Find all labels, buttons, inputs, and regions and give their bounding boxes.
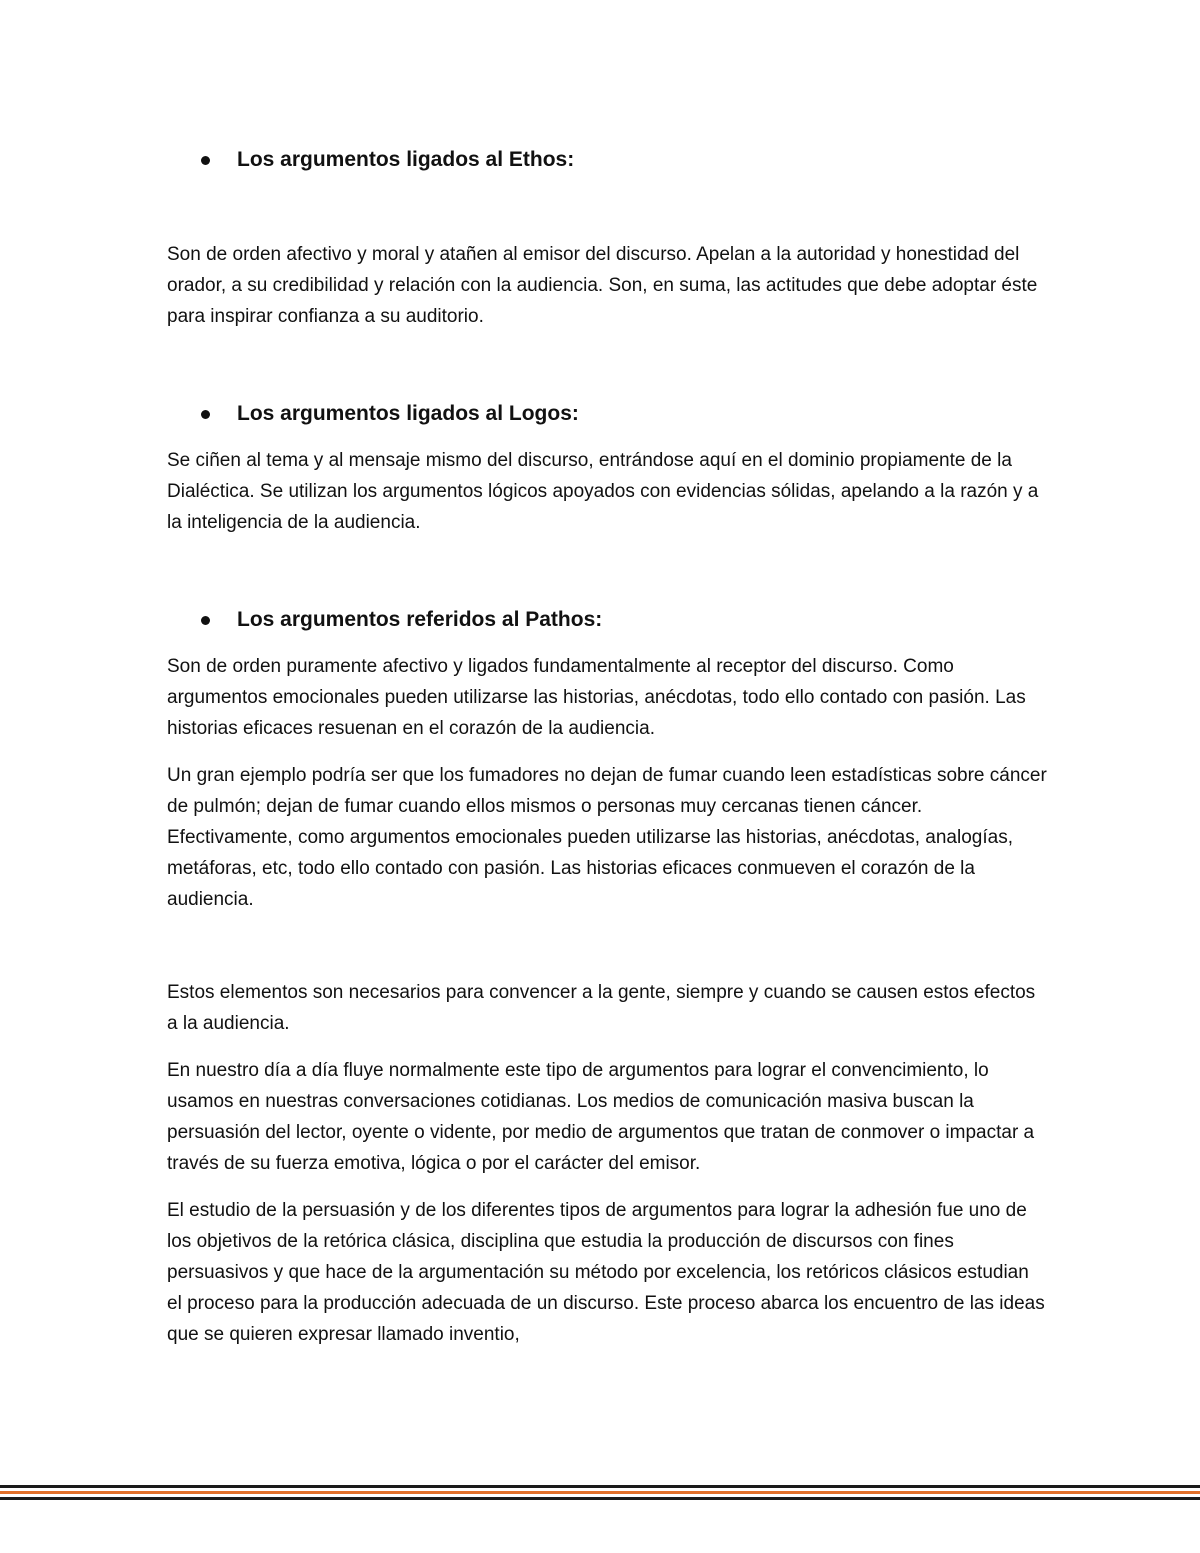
heading-text: Los argumentos referidos al Pathos: [237,608,603,631]
heading-text: Los argumentos ligados al Logos: [237,402,579,425]
section-heading-ethos [167,144,1047,175]
footer-rule-line [0,1485,1200,1488]
paragraph-conclusion: Estos elementos son necesarios para convencer a la gente, siempre y cuando se causen estos efectos a la audiencia. [167,982,1036,1034]
footer-rule-line [0,1491,1200,1494]
document-body [167,140,1047,1350]
bullet-icon [201,616,210,625]
paragraph-ethos: Son de orden afectivo y moral y atañen al emisor del discurso. Apelan a la autoridad y honestidad del orador, a su credibilidad y relación con la audiencia. Son, en suma, las actitudes que debe adoptar éste para inspirar confianza a su auditorio. [167,244,1038,327]
paragraph-pathos-example: Un gran ejemplo podría ser que los fumadores no dejan de fumar cuando leen estadísticas sobre cáncer de pulmón; dejan de fumar cuando ellos mismos o personas muy cercanas tienen cáncer. Efectivamente, como argumentos emocionales pueden utilizarse las historias, anécdotas, analogías, metáforas, etc, todo ello contado con pasión. Las historias eficaces conmueven el corazón de la audiencia. [167,765,1047,910]
paragraph-classical-rhetoric: El estudio de la persuasión y de los diferentes tipos de argumentos para lograr la adhesión fue uno de los objetivos de la retórica clásica, disciplina que estudia la producción de discursos con fines persuasivos y que hace de la argumentación su método por excelencia, los retóricos clásicos estudian el proceso para la producción adecuada de un discurso. Este proceso abarca los encuentro de las ideas que se quieren expresar llamado inventio, [167,1200,1045,1345]
paragraph-daily-use: En nuestro día a día fluye normalmente este tipo de argumentos para lograr el convencimiento, lo usamos en nuestras conversaciones cotidianas. Los medios de comunicación masiva buscan la persuasión del lector, oyente o vidente, por medio de argumentos que tratan de conmover o impactar a través de su fuerza emotiva, lógica o por el carácter del emisor. [167,1060,1035,1174]
footer-divider [0,1485,1200,1503]
section-heading-pathos [167,604,1047,635]
section-heading-logos [167,398,1047,429]
paragraph-pathos: Son de orden puramente afectivo y ligados fundamentalmente al receptor del discurso. Como argumentos emocionales pueden utilizarse las historias, anécdotas, todo ello contado con pasión. Las historias eficaces resuenan en el corazón de la audiencia. [167,656,1026,739]
footer-rule-line [0,1497,1200,1500]
bullet-icon [201,410,210,419]
paragraph-logos: Se ciñen al tema y al mensaje mismo del discurso, entrándose aquí en el dominio propiamente de la Dialéctica. Se utilizan los argumentos lógicos apoyados con evidencias sólidas, apelando a la razón y a la inteligencia de la audiencia. [167,450,1039,533]
bullet-icon [201,156,210,165]
heading-text: Los argumentos ligados al Ethos: [237,148,575,171]
